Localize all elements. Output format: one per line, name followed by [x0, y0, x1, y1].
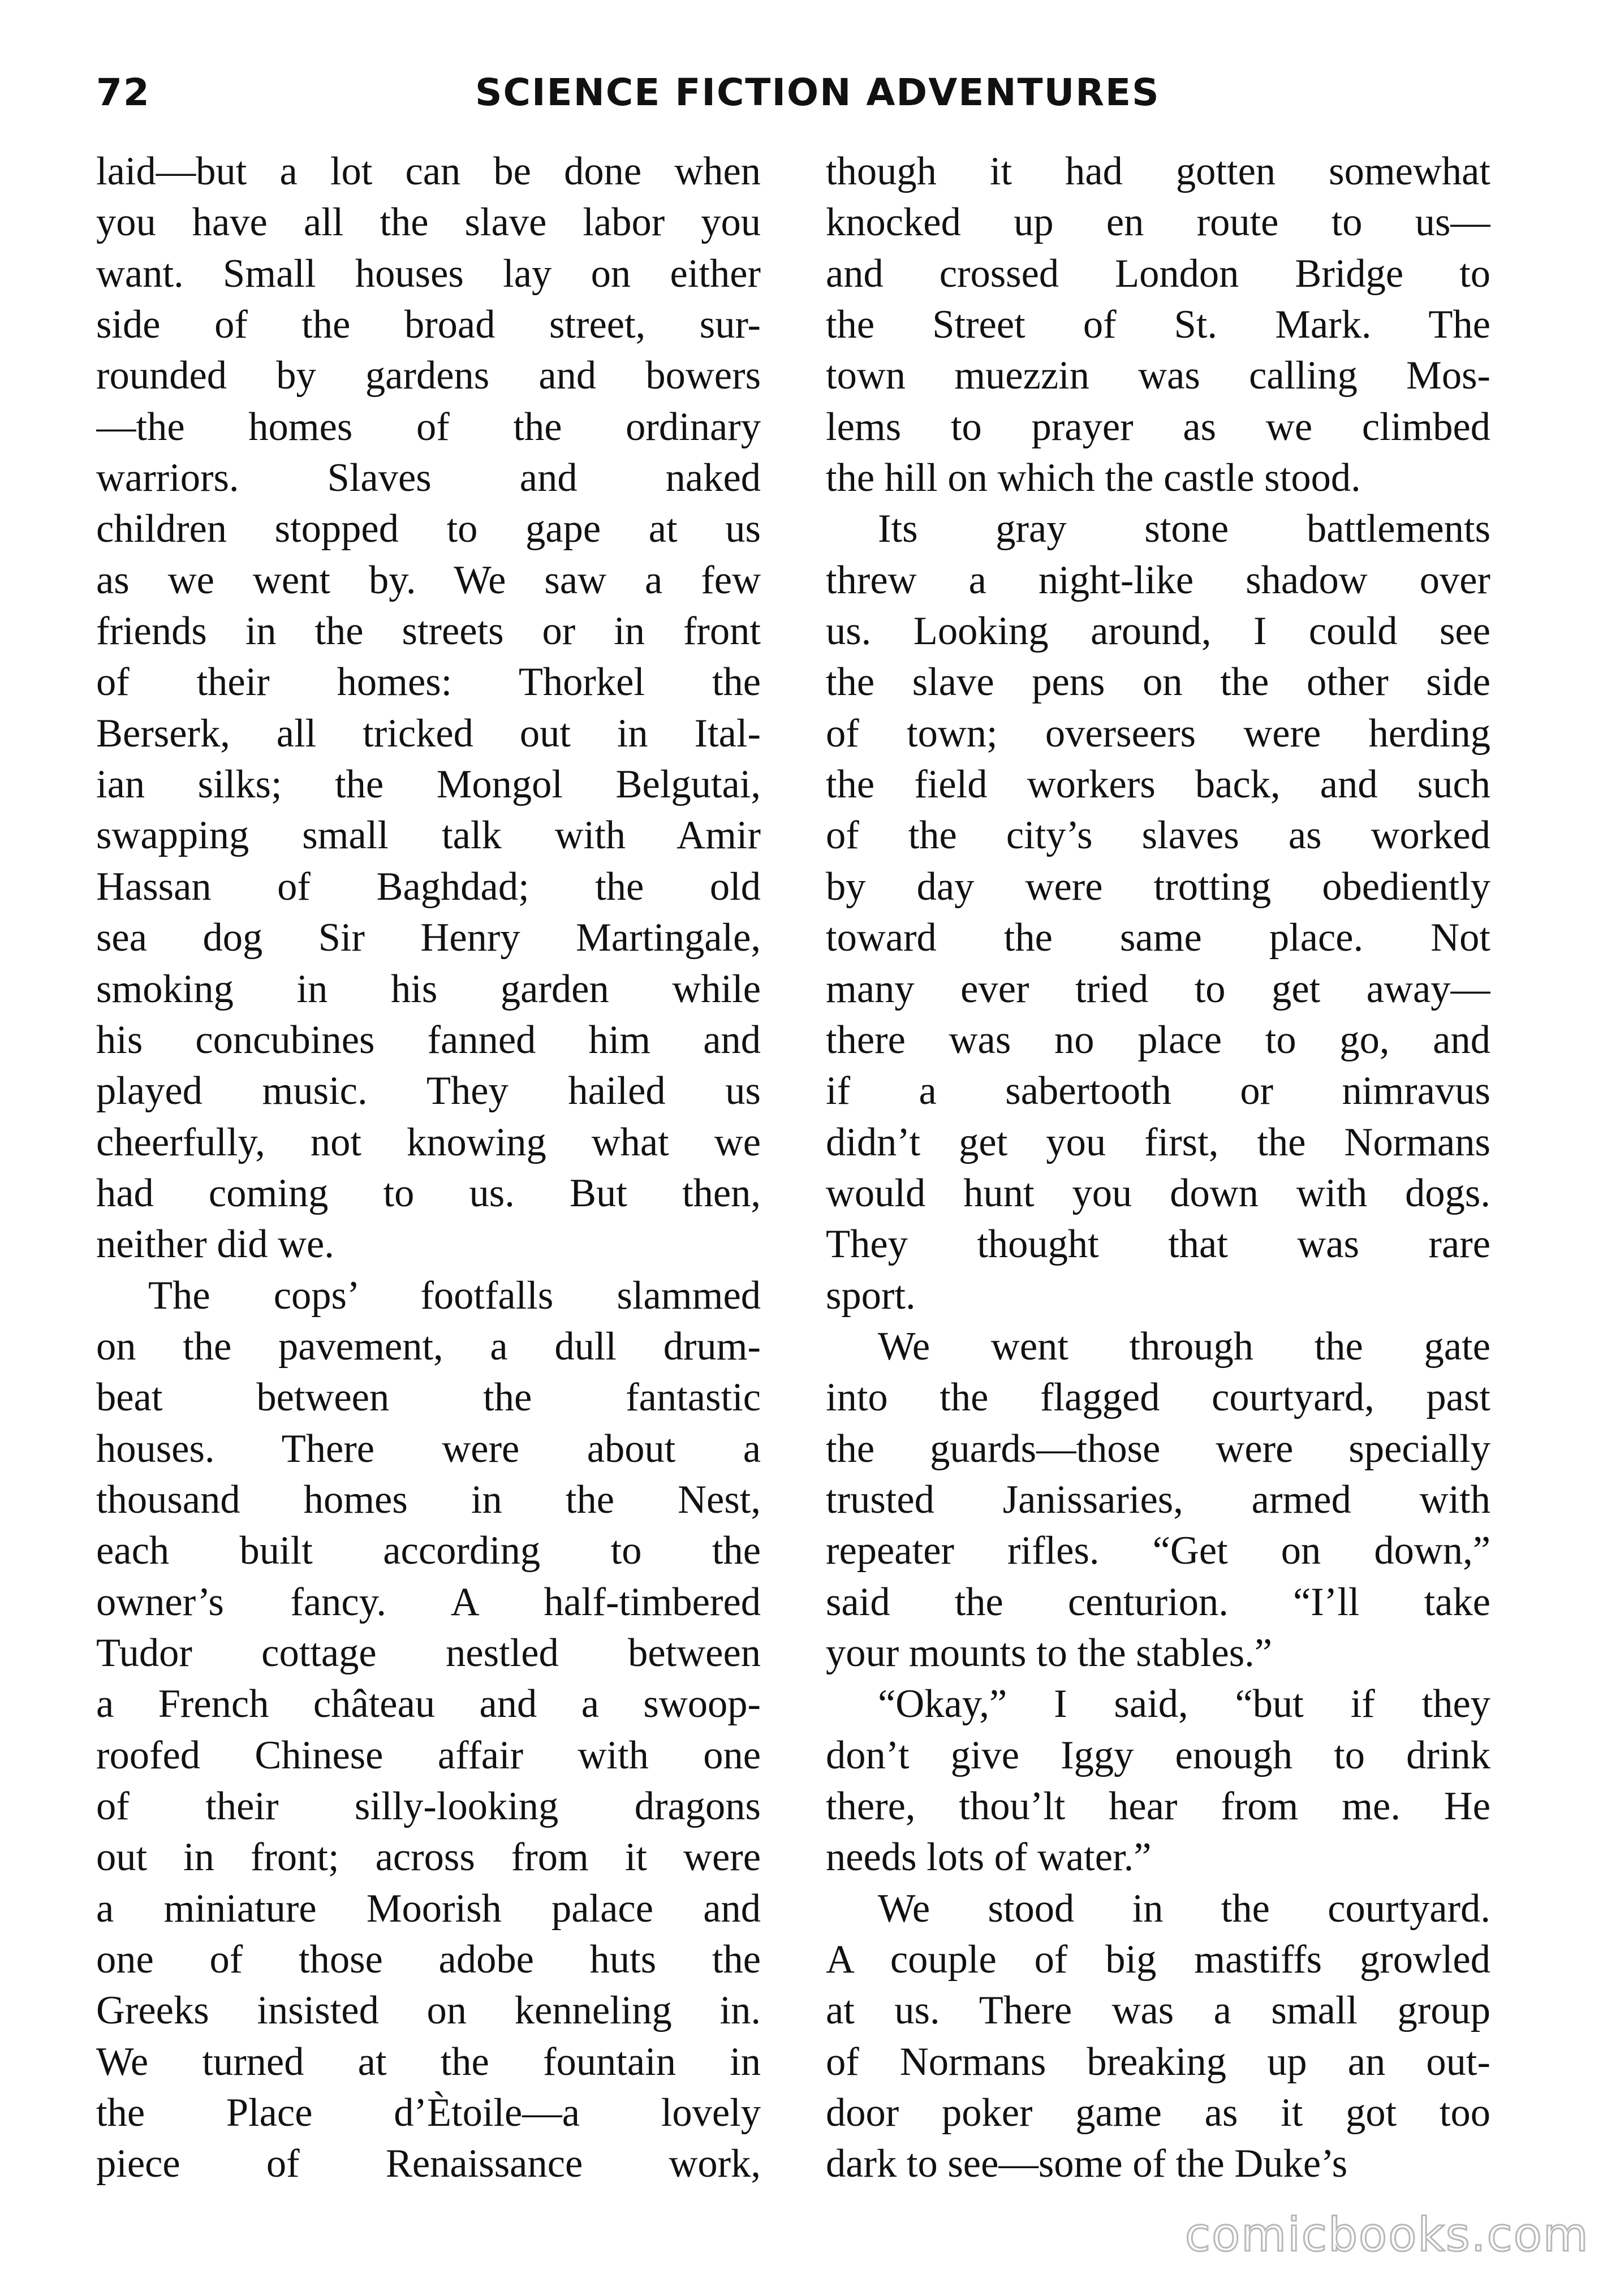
left-column-line: neither did we. — [96, 1222, 334, 1267]
right-column-line: your mounts to the stables.” — [826, 1630, 1273, 1675]
right-column-line: into the flagged courtyard, past — [826, 1375, 1490, 1420]
right-column-line: repeater rifles. “Get on down,” — [826, 1529, 1490, 1573]
left-column-line: owner’s fancy. A half-timbered — [96, 1579, 761, 1624]
left-column-line: Berserk, all tricked out in Ital- — [96, 711, 761, 756]
left-column-line: rounded by gardens and bowers — [96, 353, 761, 398]
left-column-line: out in front; across from it were — [96, 1835, 761, 1880]
right-column-line: the hill on which the castle stood. — [826, 456, 1361, 500]
left-column-line: the Place d’Ètoile—a lovely — [96, 2091, 761, 2135]
left-column-line: Greeks insisted on kenneling in. — [96, 1988, 761, 2033]
right-column-line: at us. There was a small group — [826, 1988, 1490, 2033]
left-column-line: cheerfully, not knowing what we — [96, 1120, 761, 1164]
right-column-line: threw a night-like shadow over — [826, 558, 1490, 602]
left-column-line: sea dog Sir Henry Martingale, — [96, 916, 761, 960]
left-column-line: swapping small talk with Amir — [96, 813, 761, 858]
right-column-line: Its gray stone battlements — [878, 507, 1490, 551]
right-column-line: of town; overseers were herding — [826, 711, 1490, 756]
left-column-line: had coming to us. But then, — [96, 1171, 761, 1215]
left-column-line: We turned at the fountain in — [96, 2039, 761, 2084]
left-column-line: of their homes: Thorkel the — [96, 660, 761, 705]
right-column-line: town muezzin was calling Mos- — [826, 353, 1490, 398]
left-column-line: laid—but a lot can be done when — [96, 149, 761, 193]
left-column-line: a French château and a swoop- — [96, 1682, 761, 1727]
left-column-line: smoking in his garden while — [96, 966, 761, 1011]
right-column-line: by day were trotting obediently — [826, 864, 1490, 909]
right-column-line: the guards—those were specially — [826, 1426, 1490, 1471]
page-header — [96, 71, 1510, 139]
right-text-column — [826, 146, 1490, 2190]
right-column-line: needs lots of water.” — [826, 1835, 1152, 1880]
right-column-line: trusted Janissaries, armed with — [826, 1477, 1490, 1522]
left-column-line: piece of Renaissance work, — [96, 2142, 761, 2186]
right-column-line: don’t give Iggy enough to drink — [826, 1733, 1490, 1777]
right-column-line: though it had gotten somewhat — [826, 149, 1490, 193]
site-watermark: comicbooks.com — [1185, 2208, 1589, 2262]
left-column-line: each built according to the — [96, 1529, 761, 1573]
right-column-line: there was no place to go, and — [826, 1017, 1490, 1062]
right-column-line: the field workers back, and such — [826, 762, 1490, 807]
right-column-line: “Okay,” I said, “but if they — [878, 1682, 1490, 1727]
right-column-line: there, thou’lt hear from me. He — [826, 1784, 1490, 1828]
left-column-line: thousand homes in the Nest, — [96, 1477, 761, 1522]
right-column-line: and crossed London Bridge to — [826, 251, 1490, 296]
left-column-line: his concubines fanned him and — [96, 1017, 761, 1062]
left-column-line: a miniature Moorish palace and — [96, 1886, 761, 1931]
right-column-line: dark to see—some of the Duke’s — [826, 2142, 1348, 2186]
left-column-line: Tudor cottage nestled between — [96, 1630, 761, 1675]
left-column-line: friends in the streets or in front — [96, 609, 761, 654]
left-column-line: one of those adobe huts the — [96, 1937, 761, 1982]
right-column-line: They thought that was rare — [826, 1222, 1490, 1267]
page-number: 72 — [96, 71, 150, 114]
left-column-line: beat between the fantastic — [96, 1375, 761, 1420]
right-column-line: many ever tried to get away— — [826, 966, 1490, 1011]
right-column-line: We stood in the courtyard. — [878, 1886, 1490, 1931]
right-column-line: A couple of big mastiffs growled — [826, 1937, 1490, 1982]
right-column-line: lems to prayer as we climbed — [826, 404, 1490, 449]
right-column-line: the Street of St. Mark. The — [826, 303, 1490, 347]
right-column-line: didn’t get you first, the Normans — [826, 1120, 1490, 1164]
left-column-line: as we went by. We saw a few — [96, 558, 761, 602]
left-column-line: roofed Chinese affair with one — [96, 1733, 761, 1777]
right-column-line: the slave pens on the other side — [826, 660, 1490, 705]
left-column-line: The cops’ footfalls slammed — [148, 1273, 761, 1318]
right-column-line: knocked up en route to us— — [826, 200, 1490, 245]
left-column-line: want. Small houses lay on either — [96, 251, 761, 296]
left-column-line: children stopped to gape at us — [96, 507, 761, 551]
right-column-line: of the city’s slaves as worked — [826, 813, 1490, 858]
left-column-line: ian silks; the Mongol Belgutai, — [96, 762, 761, 807]
right-column-line: would hunt you down with dogs. — [826, 1171, 1490, 1215]
left-column-line: warriors. Slaves and naked — [96, 456, 761, 500]
left-text-column — [96, 146, 761, 2190]
left-column-line: Hassan of Baghdad; the old — [96, 864, 761, 909]
right-column-line: of Normans breaking up an out- — [826, 2039, 1490, 2084]
left-column-line: houses. There were about a — [96, 1426, 761, 1471]
right-column-line: said the centurion. “I’ll take — [826, 1579, 1490, 1624]
left-column-line: of their silly-looking dragons — [96, 1784, 761, 1828]
left-column-line: —the homes of the ordinary — [96, 404, 761, 449]
left-column-line: side of the broad street, sur- — [96, 303, 761, 347]
right-column-line: We went through the gate — [878, 1324, 1490, 1369]
running-title: SCIENCE FICTION ADVENTURES — [475, 71, 1160, 114]
right-column-line: toward the same place. Not — [826, 916, 1490, 960]
left-column-line: played music. They hailed us — [96, 1069, 761, 1114]
right-column-line: door poker game as it got too — [826, 2091, 1490, 2135]
right-column-line: sport. — [826, 1273, 916, 1318]
left-column-line: on the pavement, a dull drum- — [96, 1324, 761, 1369]
right-column-line: us. Looking around, I could see — [826, 609, 1490, 654]
left-column-line: you have all the slave labor you — [96, 200, 761, 245]
right-column-line: if a sabertooth or nimravus — [826, 1069, 1490, 1114]
